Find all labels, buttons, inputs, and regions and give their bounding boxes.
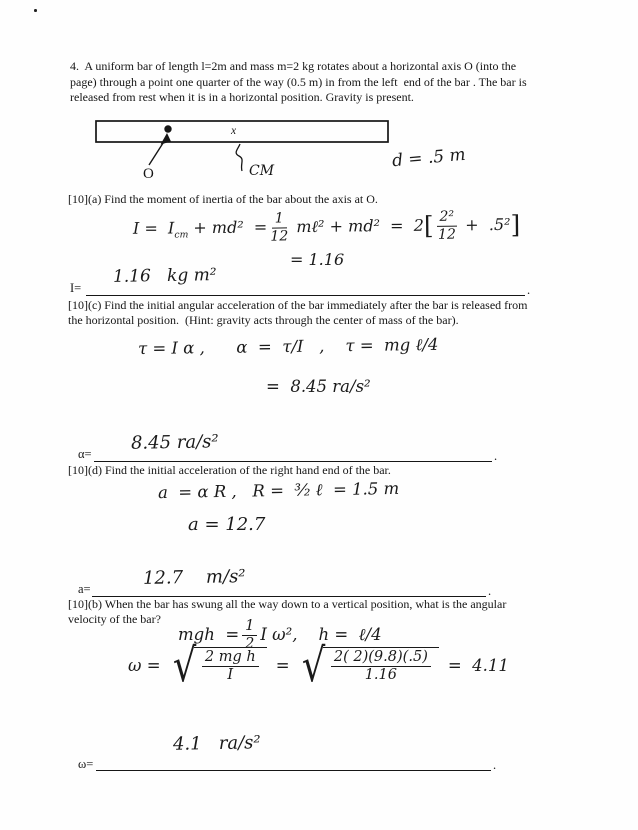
- line-end-period: .: [493, 758, 497, 772]
- fraction-numerator: 2 mg h: [202, 650, 259, 667]
- answer-label-inertia: I=: [70, 281, 82, 295]
- work-part-d-result: a = 12.7: [188, 514, 266, 535]
- work-a-term-1: I = I: [132, 218, 175, 238]
- fraction-numerator: 2( 2)(9.8)(.5): [331, 650, 431, 667]
- answer-value-omega: 4.1 ra/s²: [172, 732, 261, 755]
- question-c-line-2: the horizontal position. (Hint: gravity acts through the center of mass of the bar).: [68, 313, 459, 327]
- bar-outline: [96, 121, 388, 142]
- pivot-label: O: [143, 166, 154, 182]
- work-b-omega-lhs: ω =: [128, 655, 161, 675]
- problem-line-2: page) through a point one quarter of the way (0.5 m) in from the left end of the bar . The bar is: [70, 74, 527, 89]
- work-part-a-derivation: [133, 209, 521, 246]
- question-b-line-2: velocity of the bar?: [68, 612, 161, 626]
- question-c-line-1: [10](c) Find the initial angular acceleration of the bar immediately after the bar is released from: [68, 298, 528, 312]
- line-end-period: .: [488, 584, 492, 598]
- problem-statement: [70, 59, 527, 106]
- answer-blank-line: [86, 295, 525, 296]
- fraction-denominator: 12: [270, 228, 289, 245]
- radicand: [194, 647, 267, 683]
- fraction-foursq-twelve: [436, 210, 457, 243]
- fraction-one-twelfth: [270, 211, 288, 244]
- work-b-equals: =: [275, 655, 290, 675]
- work-part-c-derivation: τ = I α , α = τ/I , τ = mg ℓ/4: [137, 334, 439, 359]
- answer-blank-line: [94, 461, 492, 462]
- left-bracket: [: [423, 210, 434, 240]
- question-part-c: [68, 298, 527, 328]
- cm-label: CM: [249, 163, 275, 179]
- question-part-d: [10](d) Find the initial acceleration of the right hand end of the bar.: [68, 463, 391, 477]
- problem-line-3: released from rest when it is in a horizontal position. Gravity is present.: [70, 90, 414, 104]
- work-part-a-result: = 1.16: [290, 250, 345, 269]
- pivot-dot: [164, 125, 171, 132]
- fraction-numerator: 2²: [436, 210, 457, 227]
- square-root-numeric: [299, 638, 439, 692]
- work-b-result: = 4.11: [447, 655, 509, 675]
- line-end-period: .: [527, 283, 531, 297]
- fraction-denominator: 12: [437, 226, 456, 243]
- answer-blank-line: [96, 770, 491, 771]
- square-root-symbolic: [170, 638, 267, 692]
- work-a-term-2: + md² =: [188, 217, 268, 238]
- fraction-denominator: 1.16: [364, 667, 398, 684]
- fraction-numerator: 1: [242, 619, 257, 636]
- fraction-denominator: I: [227, 667, 234, 684]
- work-b-term-2: I ω²: [260, 625, 293, 645]
- radicand: [323, 647, 439, 683]
- answer-label-alpha: α=: [78, 447, 92, 461]
- fraction-numerator: 1: [272, 211, 287, 228]
- distance-note: d = .5 m: [391, 144, 467, 172]
- cm-pointer-squiggle: [236, 144, 242, 171]
- work-a-term-3: mℓ² + md² = 2: [291, 215, 424, 237]
- work-b-term-1: mgh =: [178, 625, 240, 645]
- cm-subscript: cm: [174, 229, 189, 241]
- problem-line-1: 4. A uniform bar of length l=2m and mass m=2 kg rotates about a horizontal axis O (into the: [70, 59, 517, 73]
- scan-speck: [34, 9, 37, 12]
- radical-sign: √: [301, 638, 325, 692]
- work-b-term-3: , h = ℓ/4: [292, 625, 382, 645]
- right-bracket: ]: [510, 209, 521, 239]
- question-part-a: [10](a) Find the moment of inertia of the bar about the axis at O.: [68, 192, 378, 206]
- fraction-2mgh-over-I: [202, 650, 259, 683]
- answer-value-a: 12.7 m/s²: [142, 566, 246, 589]
- radical-sign: √: [172, 638, 196, 692]
- answer-label-omega: ω=: [78, 757, 94, 771]
- line-end-period: .: [494, 449, 498, 463]
- answer-value-alpha: 8.45 ra/s²: [130, 431, 219, 454]
- work-a-term-4: + .5²: [460, 214, 511, 235]
- answer-value-inertia: 1.16 kg m²: [112, 265, 217, 287]
- work-part-d-derivation: a = α R , R = ³⁄₂ ℓ = 1.5 m: [157, 478, 400, 503]
- cm-x-mark: x: [231, 125, 237, 137]
- work-part-b-omega-solution: [128, 638, 509, 692]
- bar-diagram: [88, 116, 408, 182]
- question-b-line-1: [10](b) When the bar has swung all the way down to a vertical position, what is the angular: [68, 597, 507, 611]
- fraction-numeric: [331, 650, 431, 683]
- work-part-c-result: = 8.45 ra/s²: [266, 377, 371, 396]
- fraction-denominator: 2: [245, 636, 255, 653]
- answer-label-a: a=: [78, 582, 91, 596]
